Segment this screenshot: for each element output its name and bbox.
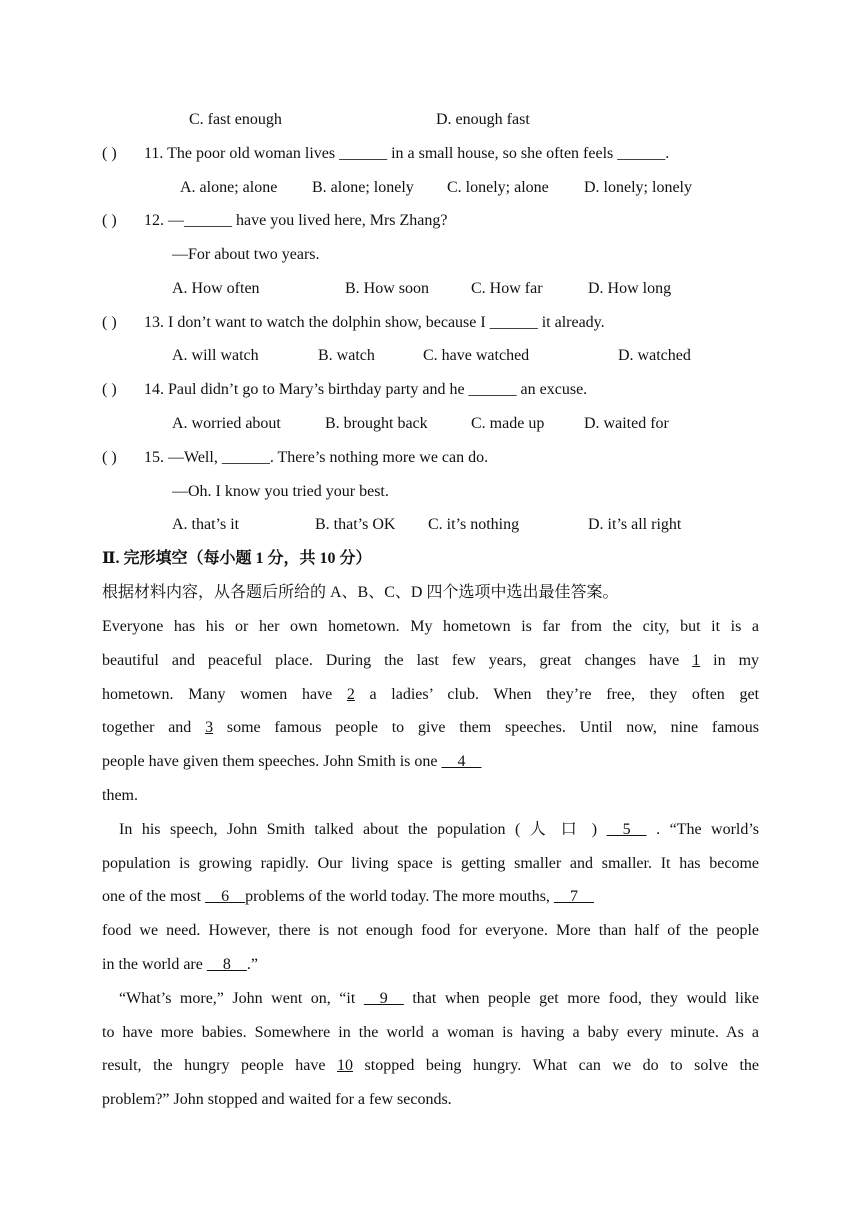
passage-line-11 — [102, 955, 258, 975]
passage-line-3 — [102, 685, 759, 705]
q15-stem: 15. —Well, ______. There’s nothing more we can do. — [144, 449, 489, 466]
passage-text: problems of the world today. The more mouths, — [245, 888, 550, 905]
passage-text: some famous people to give them speeches. Until now, nine famous — [226, 719, 760, 736]
blank-4: 4 — [441, 753, 482, 770]
passage-line-12 — [119, 989, 759, 1009]
q15-option-b: B. that’s OK — [315, 516, 396, 533]
blank-2: 2 — [346, 686, 355, 703]
q15-answer-paren: ( ) — [102, 449, 117, 466]
passage-line-6: them. — [102, 787, 138, 804]
passage-text: in the world are — [102, 956, 203, 973]
passage-text: Everyone has his or her own hometown. My hometown is far from the city, but it is a — [102, 618, 759, 635]
blank-8: 8 — [206, 956, 247, 973]
q12-option-d: D. How long — [588, 280, 672, 297]
passage-line-4 — [102, 718, 759, 738]
q11-option-d: D. lonely; lonely — [584, 179, 692, 196]
blank-5: 5 — [606, 821, 647, 838]
passage-line-14 — [102, 1056, 759, 1076]
passage-text: stopped being hungry. What can we do to solve the — [364, 1057, 760, 1074]
passage-text: people have given them speeches. John Smith is one — [102, 753, 438, 770]
q14-option-d: D. waited for — [584, 415, 669, 432]
passage-line-8 — [102, 854, 759, 874]
q15-option-a: A. that’s it — [172, 516, 240, 533]
q14-option-a: A. worried about — [172, 415, 281, 432]
q14-option-c: C. made up — [471, 415, 545, 432]
q13-option-c: C. have watched — [423, 347, 530, 364]
q10-option-d: D. enough fast — [436, 111, 530, 128]
q13-stem: 13. I don’t want to watch the dolphin show, because I ______ it already. — [144, 314, 605, 331]
q15-option-c: C. it’s nothing — [428, 516, 520, 533]
q11-option-c: C. lonely; alone — [447, 179, 549, 196]
passage-text: “What’s more,” John went on, “it — [119, 990, 356, 1007]
passage-text: to have more babies. Somewhere in the world a woman is having a baby every minute. As a — [102, 1024, 759, 1041]
q13-answer-paren: ( ) — [102, 314, 117, 331]
passage-text: food we need. However, there is not enough food for everyone. More than half of the people — [102, 922, 759, 939]
passage-text: hometown. Many women have — [102, 686, 333, 703]
q12-option-b: B. How soon — [345, 280, 430, 297]
q12-reply: —For about two years. — [172, 246, 320, 263]
q13-option-d: D. watched — [618, 347, 691, 364]
passage-text: that when people get more food, they would like — [412, 990, 759, 1007]
q15-option-d: D. it’s all right — [588, 516, 682, 533]
section-heading: Ⅱ. 完形填空（每小题 1 分，共 10 分） — [102, 550, 372, 567]
blank-3: 3 — [205, 719, 214, 736]
blank-9: 9 — [363, 990, 404, 1007]
passage-line-7 — [119, 820, 759, 840]
q13-option-b: B. watch — [318, 347, 375, 364]
q11-answer-paren: ( ) — [102, 145, 117, 162]
passage-text: beautiful and peaceful place. During the last few years, great changes have — [102, 652, 680, 669]
section-instruction: 根据材料内容，从各题后所给的 A、B、C、D 四个选项中选出最佳答案。 — [102, 584, 619, 601]
q11-stem: 11. The poor old woman lives ______ in a small house, so she often feels ______. — [144, 145, 670, 162]
q12-answer-paren: ( ) — [102, 212, 117, 229]
q14-stem: 14. Paul didn’t go to Mary’s birthday party and he ______ an excuse. — [144, 381, 588, 398]
passage-text: one of the most — [102, 888, 202, 905]
q10-option-c: C. fast enough — [189, 111, 282, 128]
passage-text: a ladies’ club. When they’re free, they often get — [369, 686, 760, 703]
q11-option-b: B. alone; lonely — [312, 179, 414, 196]
passage-text: result, the hungry people have — [102, 1057, 326, 1074]
passage-text: population is growing rapidly. Our living space is getting smaller and smaller. It has become — [102, 855, 759, 872]
blank-10: 10 — [337, 1057, 353, 1074]
q11-option-a: A. alone; alone — [180, 179, 278, 196]
passage-line-13 — [102, 1023, 759, 1043]
q12-stem: 12. —______ have you lived here, Mrs Zhang? — [144, 212, 448, 229]
q12-option-c: C. How far — [471, 280, 543, 297]
passage-line-10 — [102, 921, 759, 941]
passage-text: together and — [102, 719, 192, 736]
blank-7: 7 — [553, 888, 594, 905]
passage-text: in my — [713, 652, 760, 669]
q14-option-b: B. brought back — [325, 415, 428, 432]
q12-option-a: A. How often — [172, 280, 260, 297]
q13-option-a: A. will watch — [172, 347, 259, 364]
passage-text: In his speech, John Smith talked about the population ( 人 口 ) — [119, 821, 598, 838]
passage-line-15: problem?” John stopped and waited for a few seconds. — [102, 1091, 452, 1108]
passage-line-2 — [102, 651, 759, 671]
q15-reply: —Oh. I know you tried your best. — [172, 483, 389, 500]
passage-line-9 — [102, 887, 594, 907]
passage-text: .” — [246, 956, 258, 973]
q14-answer-paren: ( ) — [102, 381, 117, 398]
blank-6: 6 — [205, 888, 246, 905]
blank-1: 1 — [692, 652, 701, 669]
passage-line-5 — [102, 752, 481, 772]
passage-line-1 — [102, 617, 759, 637]
passage-text: . “The world’s — [656, 821, 760, 838]
